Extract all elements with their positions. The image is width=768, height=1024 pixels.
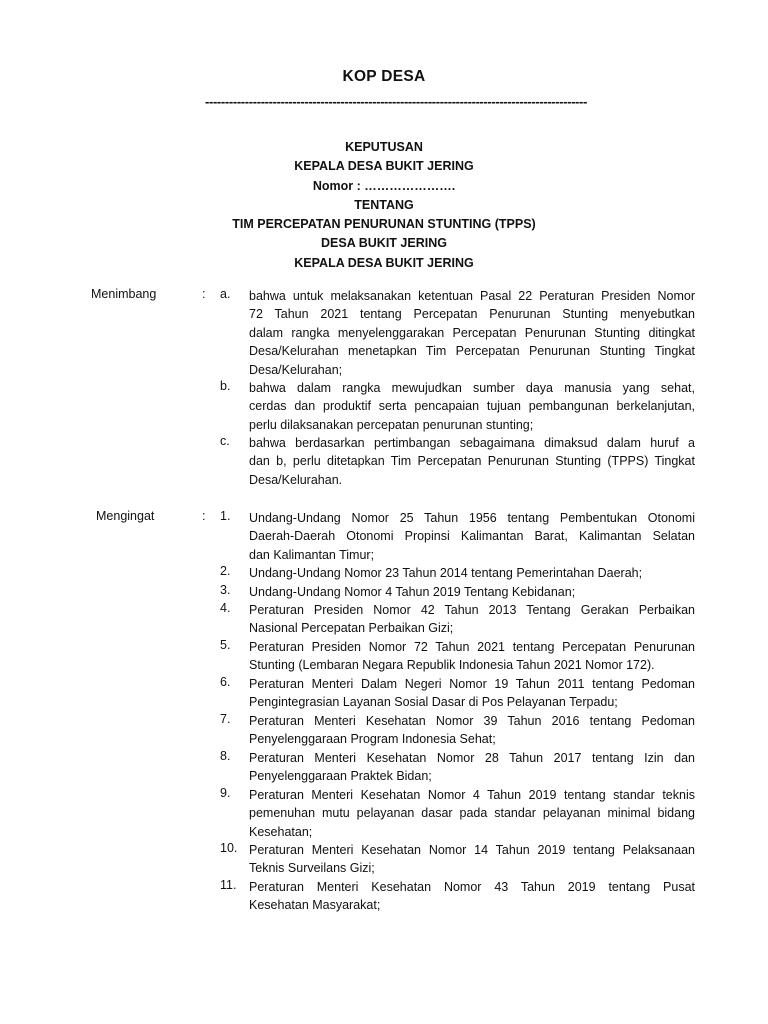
item-marker: 2. (220, 564, 231, 578)
issuer-heading: KEPALA DESA BUKIT JERING (294, 255, 474, 270)
item-text (249, 287, 695, 379)
text-line: pemenuhan mutu pelayanan dasar pada standar pelayanan minimal bidang (249, 806, 695, 821)
text-line: Peraturan Menteri Kesehatan Nomor 28 Tahun 2017 tentang Izin dan (249, 751, 695, 765)
item-marker: a. (220, 287, 231, 301)
text-line: 72 Tahun 2021 tentang Percepatan Penurunan Stunting menyebutkan (249, 307, 695, 322)
text-line: Undang-Undang Nomor 25 Tahun 1956 tentang Pembentukan Otonomi (249, 511, 695, 525)
decree-type: KEPUTUSAN (345, 140, 423, 154)
text-line: dalam rangka menyelenggarakan Percepatan Penurunan Stunting ditingkat (249, 325, 695, 340)
letterhead-title: KOP DESA (342, 68, 426, 85)
text-line: Penyelenggaraan Praktek Bidan; (249, 769, 432, 784)
text-line: Undang-Undang Nomor 23 Tahun 2014 tentang Pemerintahan Daerah; (249, 566, 643, 580)
text-line: Desa/Kelurahan. (249, 472, 343, 487)
text-line: Desa/Kelurahan; (249, 362, 343, 377)
text-line: Undang-Undang Nomor 4 Tahun 2019 Tentang Kebidanan; (249, 585, 576, 599)
text-line: bahwa untuk melaksanakan ketentuan Pasal 22 Peraturan Presiden Nomor (249, 289, 695, 303)
text-line: Kesehatan Masyarakat; (249, 898, 381, 913)
decree-subject: TIM PERCEPATAN PENURUNAN STUNTING (TPPS) (232, 217, 536, 232)
text-line: Teknis Surveilans Gizi; (249, 861, 375, 876)
item-text (249, 749, 695, 786)
item-text (249, 601, 695, 638)
item-marker: 4. (220, 601, 231, 615)
item-text (249, 379, 695, 434)
text-line: Peraturan Menteri Kesehatan Nomor 43 Tahun 2019 tentang Pusat (249, 880, 695, 894)
text-line: perlu dilaksanakan percepatan penurunan stunting; (249, 417, 534, 432)
item-text (249, 583, 695, 601)
text-line: Desa/Kelurahan menetapkan Tim Percepatan Penurunan Stunting Tingkat (249, 344, 695, 359)
letterhead-separator: ------------------------------------------------------------------------------------------------ (205, 94, 587, 109)
item-text (249, 878, 695, 915)
item-text (249, 712, 695, 749)
text-line: Kesehatan; (249, 824, 313, 839)
item-marker: b. (220, 379, 231, 393)
item-marker: 11. (220, 878, 237, 892)
text-line: bahwa dalam rangka mewujudkan sumber daya manusia yang sehat, (249, 381, 695, 395)
item-marker: 5. (220, 638, 231, 652)
text-line: Peraturan Menteri Dalam Negeri Nomor 19 Tahun 2011 tentang Pedoman (249, 677, 695, 691)
item-text (249, 638, 695, 675)
item-text (249, 564, 695, 582)
menimbang-label: Menimbang (91, 287, 157, 301)
text-line: bahwa berdasarkan pertimbangan sebagaimana dimaksud dalam huruf a (249, 436, 695, 450)
village-name: DESA BUKIT JERING (321, 236, 447, 251)
text-line: Peraturan Menteri Kesehatan Nomor 14 Tahun 2019 tentang Pelaksanaan (249, 843, 695, 857)
text-line: Pengintegrasian Layanan Sosial Dasar di Pos Pelayanan Terpadu; (249, 695, 618, 710)
item-text (249, 434, 695, 489)
item-marker: 9. (220, 786, 231, 800)
item-marker: 10. (220, 841, 238, 855)
text-line: Nasional Percepatan Perbaikan Gizi; (249, 621, 454, 636)
item-text (249, 675, 695, 712)
text-line: Daerah-Daerah Otonomi Propinsi Kalimantan Barat, Kalimantan Selatan (249, 529, 695, 544)
item-marker: 8. (220, 749, 231, 763)
text-line: Peraturan Menteri Kesehatan Nomor 39 Tahun 2016 tentang Pedoman (249, 714, 695, 728)
item-text (249, 786, 695, 841)
item-marker: c. (220, 434, 230, 448)
about-label: TENTANG (354, 197, 414, 212)
mengingat-colon: : (202, 509, 206, 523)
item-text (249, 841, 695, 878)
item-marker: 3. (220, 583, 231, 597)
text-line: Peraturan Presiden Nomor 72 Tahun 2021 tentang Percepatan Penurunan (249, 640, 695, 654)
decree-title-block (0, 138, 768, 273)
item-text (249, 509, 695, 564)
text-line: Peraturan Presiden Nomor 42 Tahun 2013 Tentang Gerakan Perbaikan (249, 603, 695, 617)
text-line: dan Kalimantan Timur; (249, 547, 375, 562)
issuer-title: KEPALA DESA BUKIT JERING (294, 159, 474, 174)
item-marker: 7. (220, 712, 231, 726)
text-line: Penyelenggaraan Program Indonesia Sehat; (249, 732, 496, 747)
text-line: Peraturan Menteri Kesehatan Nomor 4 Tahun 2019 tentang standar teknis (249, 788, 695, 802)
item-marker: 6. (220, 675, 231, 689)
text-line: Stunting (Lembaran Negara Republik Indonesia Tahun 2021 Nomor 172). (249, 658, 655, 673)
text-line: dan b, perlu ditetapkan Tim Percepatan Penurunan Stunting (TPPS) Tingkat (249, 454, 695, 469)
mengingat-label: Mengingat (96, 509, 155, 523)
decree-number: Nomor : …………………. (312, 178, 456, 193)
item-marker: 1. (220, 509, 231, 523)
text-line: cerdas dan produktif serta pencapaian tujuan pembangunan berkelanjutan, (249, 399, 695, 414)
menimbang-colon: : (202, 287, 206, 301)
